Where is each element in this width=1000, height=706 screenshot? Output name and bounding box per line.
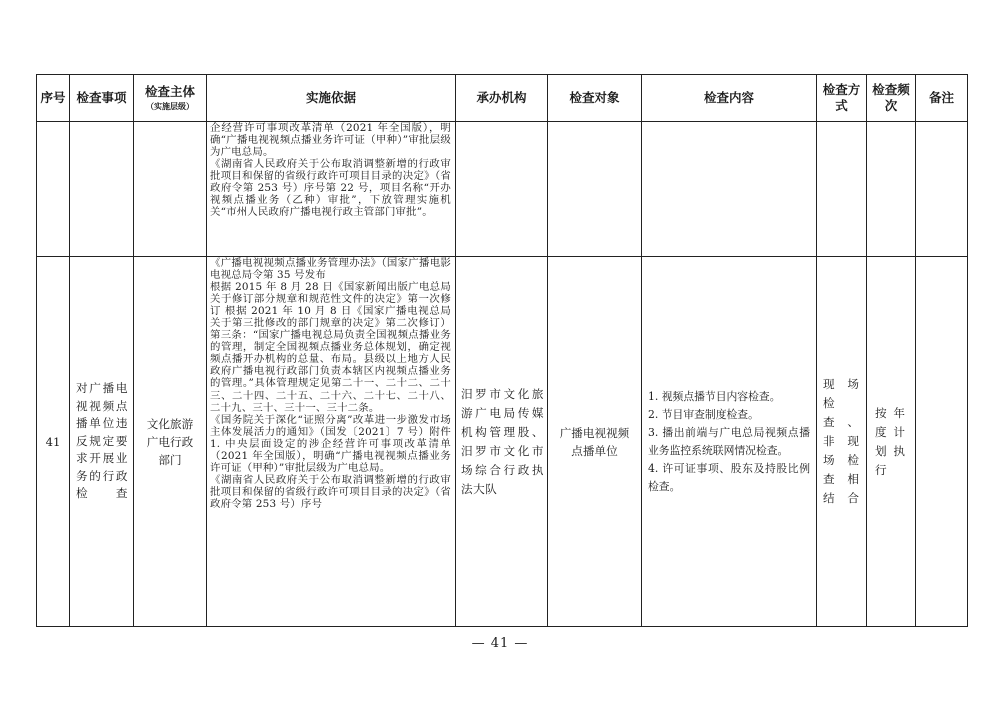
header-basis: 实施依据 [207, 75, 456, 122]
cell-body [134, 122, 207, 257]
header-note: 备注 [916, 75, 968, 122]
cell-method: 现场检查、非现场检查相结合 [817, 257, 867, 627]
cell-freq [867, 122, 916, 257]
table-header-row [37, 75, 968, 122]
header-item: 检查事项 [70, 75, 134, 122]
header-body-sub: （实施层级） [146, 101, 194, 111]
cell-org: 汨罗市文化旅游广电局传媒机构管理股、汨罗市文化市场综合行政执法大队 [456, 257, 548, 627]
basis-paragraph: 根据 2015 年 8 月 28 日《国家新闻出版广电总局关于修订部分规章和规范性文件的决定》第一次修订 根据 2021 年 10 月 8 日《国家广播电视总局关于第三批修改的部门规章的决定》第二次修订）第三条：“国家广播电视总局负责全国视频点播业务的管理，制定全国视频点播业务总体规划，确定视频点播开办机构的总量、布局。县级以上地方人民政府广播电视行政部门负责本辖区内视频点播业务的管理。”具体管理规定见第二十一、二十二、二十三、二十四、二十五、二十六、二十七、二十八、二十九、三十、三十一、三十二条。 [210, 281, 451, 414]
cell-note [916, 257, 968, 627]
cell-target: 广播电视视频点播单位 [548, 257, 642, 627]
header-target: 检查对象 [548, 75, 642, 122]
basis-paragraph: 企经营许可事项改革清单（2021 年全国版），明确“广播电视视频点播业务许可证（甲种）”审批层级为广电总局。 [210, 122, 451, 159]
basis-paragraph: 《国务院关于深化“证照分离”改革进一步激发市场主体发展活力的通知》（国发〔2021〕7 号）附件 1. 中央层面设定的涉企经营许可事项改革清单（2021 年全国版），明确“广播电视视频点播业务许可证（甲种）”审批层级为广电总局。 [210, 413, 451, 474]
content-item: 3. 播出前端与广电总局视频点播业务监控系统联网情况检查。 [648, 425, 810, 457]
cell-seq: 41 [37, 257, 70, 627]
header-content: 检查内容 [642, 75, 817, 122]
cell-content [642, 122, 817, 257]
content-item: 2. 节目审查制度检查。 [648, 407, 759, 421]
content-item: 1. 视频点播节目内容检查。 [648, 389, 781, 403]
header-seq: 序号 [37, 75, 70, 122]
table-row-continuation [37, 122, 968, 257]
header-freq: 检查频次 [867, 75, 916, 122]
cell-org [456, 122, 548, 257]
header-body: 检查主体 （实施层级） [134, 75, 207, 122]
basis-paragraph: 《广播电视视频点播业务管理办法》（国家广播电影电视总局令第 35 号发布 [210, 257, 451, 282]
cell-target [548, 122, 642, 257]
cell-method [817, 122, 867, 257]
inspection-table [36, 74, 968, 627]
page-number: — 41 — [471, 636, 529, 651]
cell-basis [207, 257, 456, 627]
cell-item [70, 122, 134, 257]
cell-body: 文化旅游广电行政部门 [134, 257, 207, 627]
basis-paragraph: 《湖南省人民政府关于公布取消调整新增的行政审批项目和保留的省级行政许可项目目录的决定》（省政府令第 253 号）序号 [210, 473, 451, 510]
cell-note [916, 122, 968, 257]
basis-paragraph: 《湖南省人民政府关于公布取消调整新增的行政审批项目和保留的省级行政许可项目目录的决定》（省政府令第 253 号）序号第 22 号，项目名称“开办视频点播业务（乙种）审批”，下放管理实施机关“市州人民政府广播电视行政主管部门审批”。 [210, 158, 451, 219]
cell-content [642, 257, 817, 627]
header-org: 承办机构 [456, 75, 548, 122]
cell-freq: 按年度计划执行 [867, 257, 916, 627]
table-row-41 [37, 257, 968, 627]
content-item: 4. 许可证事项、股东及持股比例检查。 [648, 461, 810, 493]
header-method: 检查方式 [817, 75, 867, 122]
cell-seq [37, 122, 70, 257]
cell-item: 对广播电视视频点播单位违反规定要求开展业务的行政检查 [70, 257, 134, 627]
cell-basis [207, 122, 456, 257]
